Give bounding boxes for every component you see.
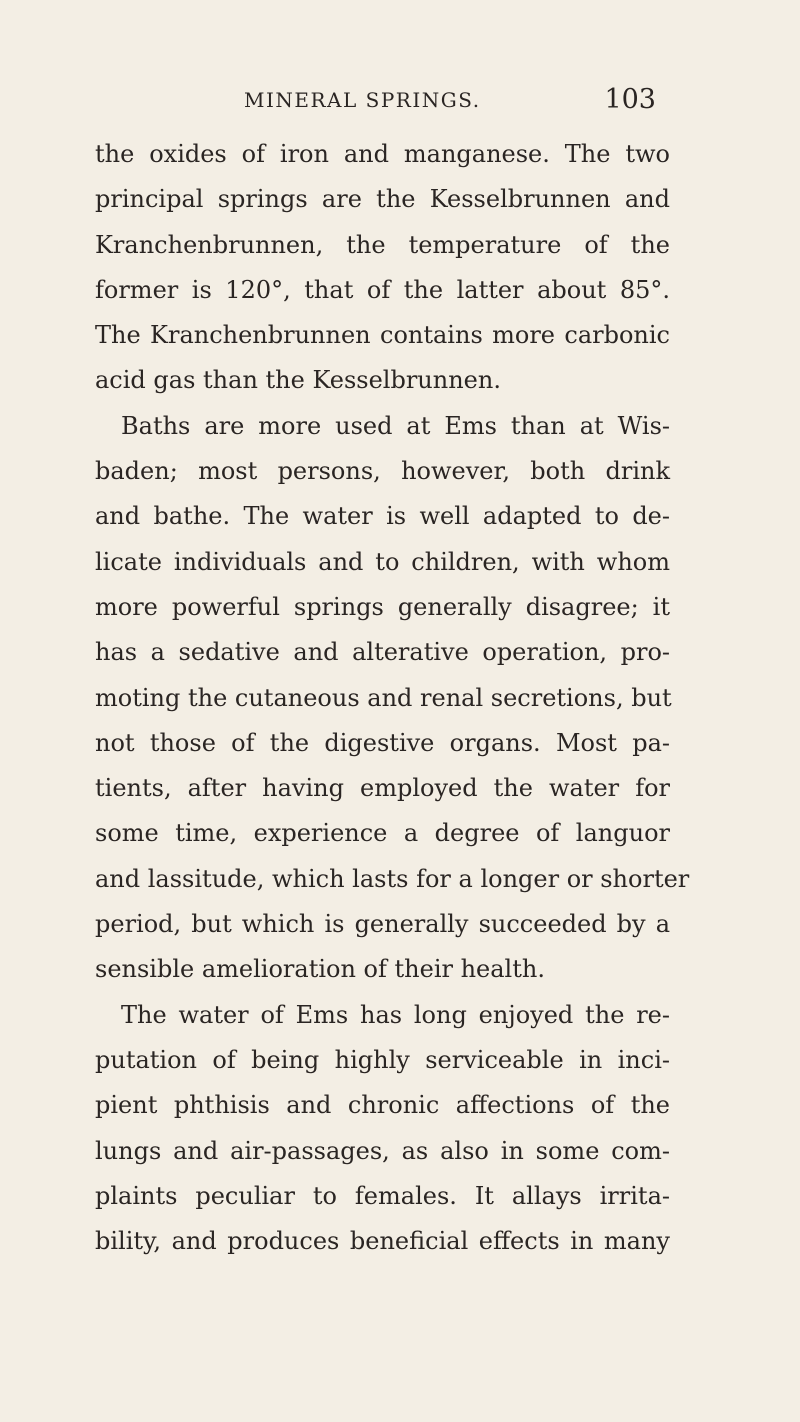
text-line: plaints peculiar to females. It allays irrita- [95, 1181, 670, 1210]
text-line: tients, after having employed the water for [95, 774, 670, 803]
text-line: baden; most persons, however, both drink [95, 457, 670, 486]
text-line: acid gas than the Kesselbrunnen. [95, 366, 501, 395]
text-line: former is 120°, that of the latter about 85°. [95, 275, 670, 304]
running-head [244, 84, 656, 118]
text-line: principal springs are the Kesselbrunnen and [95, 185, 670, 214]
text-line: pient phthisis and chronic affections of the [95, 1091, 670, 1120]
text-line: more powerful springs generally disagree; it [95, 592, 670, 621]
text-line: moting the cutaneous and renal secretions, but [95, 683, 672, 712]
text-line: some time, experience a degree of languor [95, 819, 670, 848]
text-line: has a sedative and alterative operation, pro- [95, 638, 670, 667]
text-line: and bathe. The water is well adapted to de- [95, 502, 670, 531]
text-line: sensible amelioration of their health. [95, 955, 545, 984]
body-text [95, 132, 690, 1264]
text-line: and lassitude, which lasts for a longer or shorter [95, 864, 690, 893]
text-line: not those of the digestive organs. Most pa- [95, 728, 670, 757]
running-title: MINERAL SPRINGS. [244, 88, 481, 112]
text-line: the oxides of iron and manganese. The two [95, 140, 670, 168]
text-line: bility, and produces beneficial effects in many [95, 1227, 670, 1256]
text-line: The water of Ems has long enjoyed the re- [121, 1000, 670, 1029]
text-line: Kranchenbrunnen, the temperature of the [95, 230, 670, 259]
text-line: period, but which is generally succeeded by a [95, 910, 670, 939]
text-line: licate individuals and to children, with whom [95, 547, 670, 576]
text-line: Baths are more used at Ems than at Wis- [121, 411, 670, 440]
text-line: lungs and air-passages, as also in some com- [95, 1136, 670, 1165]
text-line: The Kranchenbrunnen contains more carbonic [95, 321, 670, 350]
text-line: putation of being highly serviceable in inci- [95, 1045, 670, 1074]
page-number: 103 [604, 84, 656, 115]
